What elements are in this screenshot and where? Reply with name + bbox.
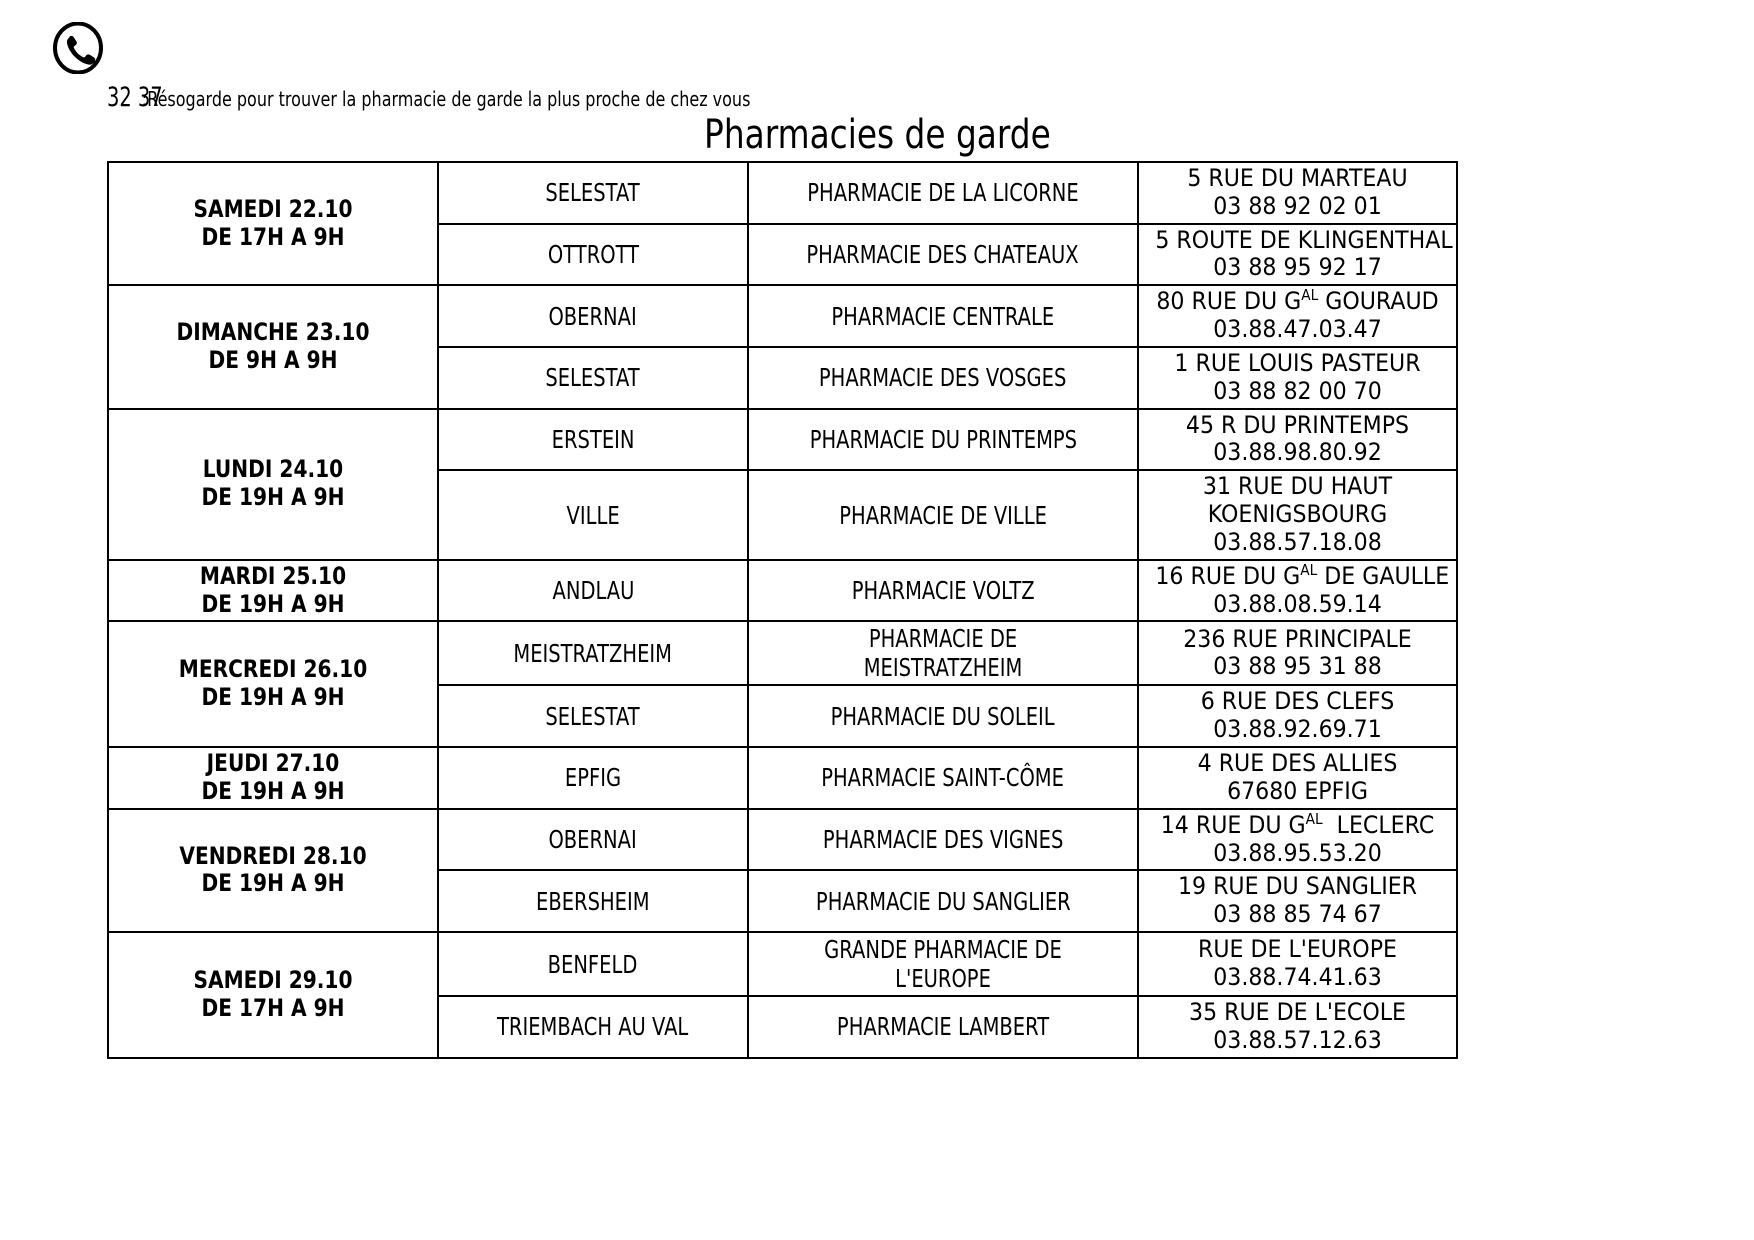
address-cell [1138,224,1457,286]
address-phone: 03.88.57.18.08 [1213,527,1382,556]
pharmacy-name: PHARMACIE DE MEISTRATZHEIM [863,624,1023,683]
duty-date-hours: DE 19H A 9H [201,483,345,512]
pharmacy-cell [748,685,1138,747]
address-street-superscript: AL [1301,286,1319,305]
duty-date-cell [108,560,438,622]
service-description: :Résogarde pour trouver la pharmacie de garde la plus proche de chez vous [141,87,750,111]
pharmacy-name: PHARMACIE DES CHATEAUX [806,239,1080,269]
duty-date-day: MERCREDI 26.10 [178,655,368,684]
address-line-2: 03.88.98.80.92 [1213,438,1382,467]
service-number: 32 37 [107,82,163,113]
address-line-2: 03.88.92.69.71 [1213,715,1382,744]
address-street: 45 R DU PRINTEMPS [1185,410,1410,439]
pharmacy-name: PHARMACIE VOLTZ [851,576,1035,606]
address-street-part2: LECLERC [1322,810,1435,839]
duty-date-hours: DE 19H A 9H [201,776,345,805]
address-cell [1138,996,1457,1058]
city-cell [438,685,748,747]
city-name: SELESTAT [545,363,641,393]
city-cell [438,932,748,996]
duty-date-cell [108,162,438,285]
table-row [108,747,1457,809]
address-cell [1138,560,1457,622]
duty-date-day: VENDREDI 28.10 [179,841,367,870]
address-cell [1138,409,1457,471]
duty-date-cell [108,747,438,809]
address-cell [1138,347,1457,409]
address-street: 1 RUE LOUIS PASTEUR [1174,348,1421,377]
pharmacy-cell [748,285,1138,347]
city-cell [438,347,748,409]
city-cell [438,747,748,809]
address-street-part2: GOURAUD [1318,287,1439,316]
table-row [108,809,1457,871]
city-cell [438,621,748,685]
city-name: OTTROTT [547,239,639,269]
pharmacy-cell [748,347,1138,409]
pharmacy-cell [748,870,1138,932]
address-line-2: 03.88.74.41.63 [1213,963,1382,992]
city-name: OBERNAI [548,825,638,855]
pharmacy-cell [748,747,1138,809]
pharmacy-name: PHARMACIE DES VOSGES [819,363,1067,393]
pharmacy-cell [748,224,1138,286]
pharmacy-name: PHARMACIE DE LA LICORNE [807,178,1079,208]
pharmacy-cell [748,409,1138,471]
page-title [0,112,1754,158]
pharmacy-cell [748,470,1138,559]
pharmacy-name: PHARMACIE DU SOLEIL [830,701,1056,731]
page-title-text: Pharmacies de garde [703,112,1051,158]
address-street: 5 ROUTE DE KLINGENTHAL [1155,225,1453,254]
city-cell [438,870,748,932]
service-number-line [107,82,903,113]
pharmacy-cell [748,996,1138,1058]
pharmacy-name: PHARMACIE DU SANGLIER [815,886,1071,916]
duty-date-day: MARDI 25.10 [199,561,347,590]
city-name: SELESTAT [545,178,641,208]
city-name: TRIEMBACH AU VAL [497,1012,689,1042]
city-cell [438,285,748,347]
city-name: EPFIG [564,763,622,793]
pharmacy-name: PHARMACIE SAINT-CÔME [821,763,1065,793]
table-row [108,162,1457,224]
table-row [108,560,1457,622]
duty-date-cell [108,285,438,408]
address-street: 19 RUE DU SANGLIER [1177,872,1418,901]
duty-date-hours: DE 17H A 9H [201,222,345,251]
duty-date-cell [108,809,438,932]
address-street: 6 RUE DES CLEFS [1200,687,1395,716]
duty-date-day: JEUDI 27.10 [206,749,340,778]
address-street: 236 RUE PRINCIPALE [1183,624,1412,653]
address-cell [1138,932,1457,996]
duty-date-hours: DE 9H A 9H [208,345,338,374]
city-name: ANDLAU [552,576,634,606]
city-cell [438,224,748,286]
address-street-superscript: AL [1305,809,1323,828]
city-name: SELESTAT [545,701,641,731]
duty-date-day: SAMEDI 29.10 [193,966,353,995]
duty-date-cell [108,409,438,560]
city-cell [438,809,748,871]
pharmacy-cell [748,809,1138,871]
address-line-2: 03 88 82 00 70 [1213,376,1382,405]
table-row [108,409,1457,471]
address-line-2: 03 88 95 31 88 [1213,652,1382,681]
address-line-2: 03.88.57.12.63 [1213,1025,1382,1054]
address-street: 4 RUE DES ALLIES [1197,749,1398,778]
address-street [1155,560,1450,591]
address-line-2: 03 88 92 02 01 [1213,191,1382,220]
address-street: 5 RUE DU MARTEAU [1187,164,1408,192]
address-line-2: 03.88.08.59.14 [1213,589,1382,618]
telephone-icon [52,22,104,74]
address-street-part1: 80 RUE DU G [1156,287,1302,316]
address-street: 31 RUE DU HAUT [1202,472,1393,501]
address-cell [1138,162,1457,224]
address-street-part1: 14 RUE DU G [1160,810,1306,839]
address-street [1155,288,1439,316]
table-row [108,285,1457,347]
pharmacy-cell [748,932,1138,996]
city-cell [438,560,748,622]
city-name: OBERNAI [548,301,638,331]
address-line-2: 03 88 85 74 67 [1213,900,1382,929]
address-line-2: 67680 EPFIG [1227,776,1368,805]
city-cell [438,409,748,471]
pharmacy-cell [748,621,1138,685]
city-name: MEISTRATZHEIM [513,638,673,668]
pharmacy-name: GRANDE PHARMACIE DE L'EUROPE [824,935,1062,994]
address-cell [1138,747,1457,809]
city-cell [438,470,748,559]
duty-date-hours: DE 19H A 9H [201,589,345,618]
address-line-2: 03.88.47.03.47 [1213,315,1382,344]
address-street [1155,809,1439,840]
city-name: BENFELD [548,949,638,979]
pharmacy-name: PHARMACIE DE VILLE [839,500,1047,530]
duty-date-day: SAMEDI 22.10 [193,194,353,223]
address-street: 35 RUE DE L'ECOLE [1189,998,1406,1027]
address-cell [1138,870,1457,932]
duty-date-cell [108,621,438,747]
duty-date-hours: DE 19H A 9H [201,683,345,712]
city-name: ERSTEIN [551,424,635,454]
duty-date-day: LUNDI 24.10 [202,455,344,484]
address-line-2: 03.88.95.53.20 [1213,838,1382,867]
duty-date-cell [108,932,438,1058]
city-cell [438,162,748,224]
pharmacy-cell [748,560,1138,622]
address-street-superscript: AL [1300,560,1318,579]
duty-date-hours: DE 19H A 9H [201,869,345,898]
pharmacy-name: PHARMACIE DES VIGNES [822,825,1064,855]
address-cell [1138,621,1457,685]
address-line-2: 03 88 95 92 17 [1213,253,1382,282]
address-cell [1138,685,1457,747]
address-street-part2: DE GAULLE [1317,561,1450,590]
pharmacy-cell [748,162,1138,224]
city-name: EBERSHEIM [536,886,650,916]
pharmacy-name: PHARMACIE DU PRINTEMPS [809,424,1077,454]
address-street-part1: 16 RUE DU G [1155,561,1301,590]
pharmacy-name: PHARMACIE LAMBERT [836,1012,1050,1042]
address-cell [1138,285,1457,347]
table-row [108,621,1457,685]
city-name: VILLE [566,500,620,530]
pharmacy-duty-table [107,161,1458,1059]
address-cell [1138,470,1457,559]
table-row [108,932,1457,996]
address-cell [1138,809,1457,871]
duty-date-day: DIMANCHE 23.10 [176,318,370,347]
address-street: RUE DE L'EUROPE [1198,935,1397,964]
pharmacy-name: PHARMACIE CENTRALE [831,301,1055,331]
duty-date-hours: DE 17H A 9H [201,993,345,1022]
city-cell [438,996,748,1058]
address-line-2: KOENIGSBOURG [1207,500,1388,529]
